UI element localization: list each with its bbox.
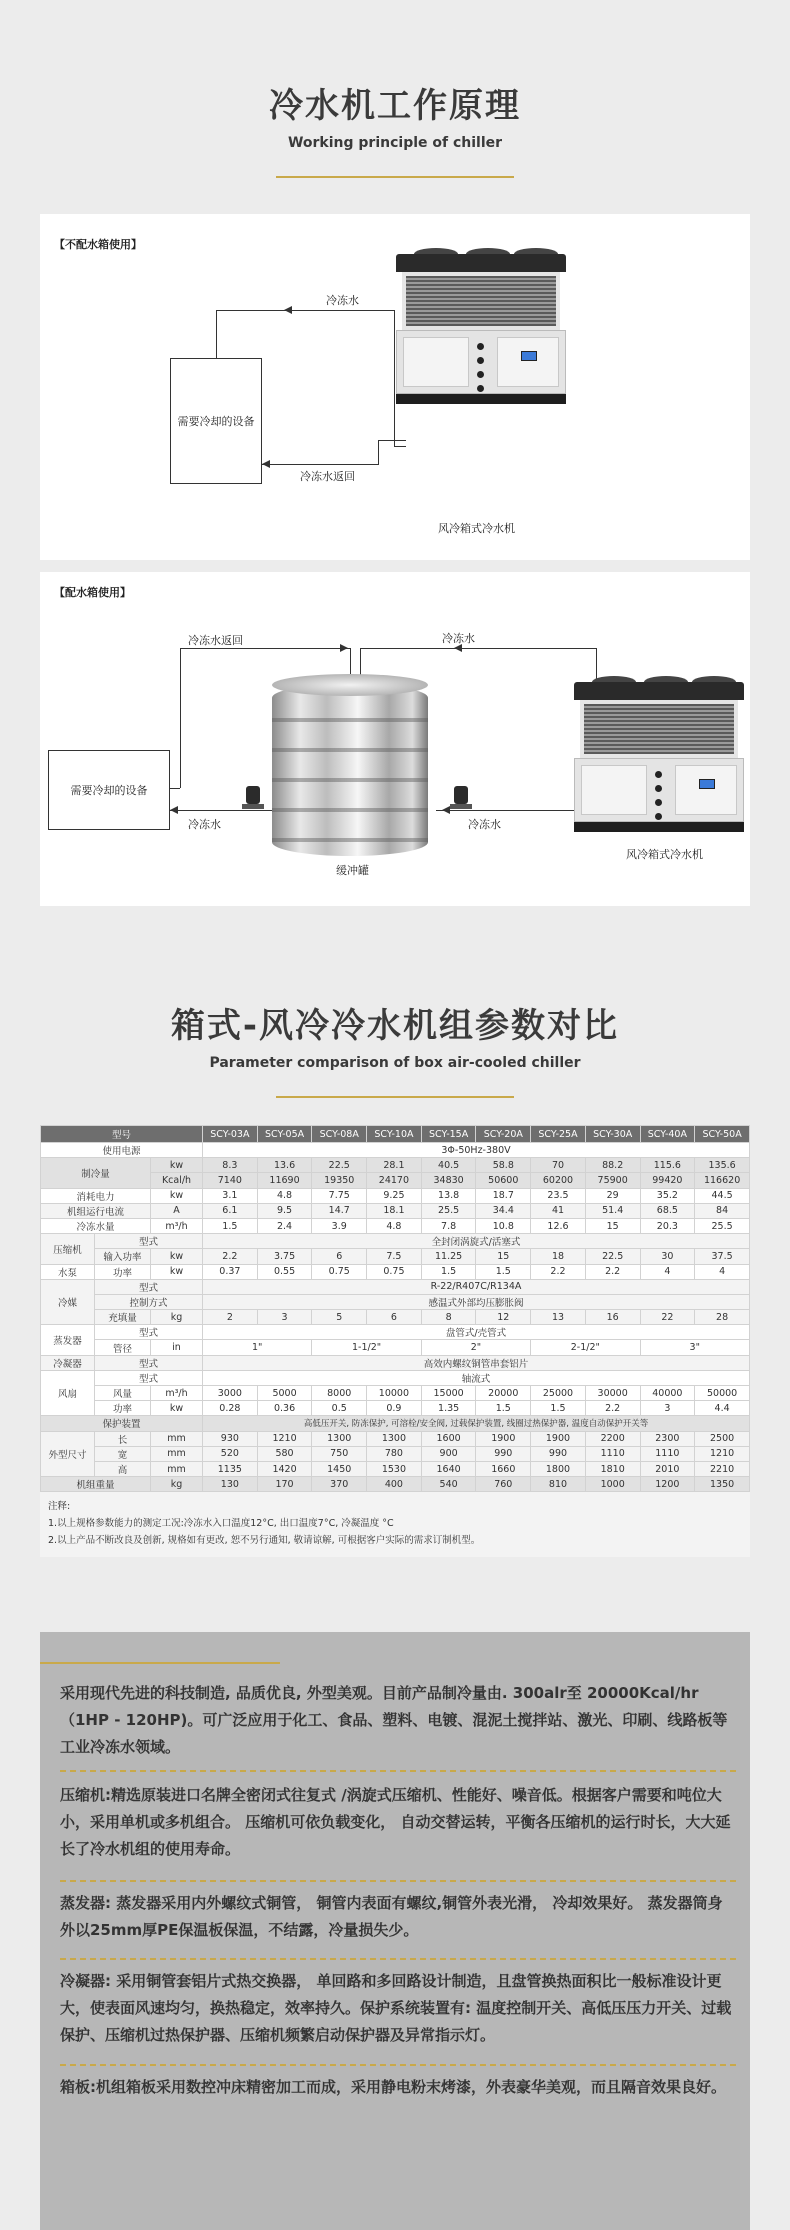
- value-cell: 25000: [531, 1386, 586, 1401]
- value-cell: 1110: [640, 1446, 695, 1461]
- value-cell: 2200: [585, 1431, 640, 1446]
- table-row: [41, 1234, 750, 1249]
- value-cell: 6: [367, 1310, 422, 1325]
- description-divider: [40, 1662, 280, 1664]
- span-value: R-22/R407C/R134A: [203, 1279, 750, 1294]
- table-row: [41, 1143, 750, 1158]
- value-cell: 29: [585, 1188, 640, 1203]
- value-cell: 2.2: [203, 1249, 258, 1264]
- value-cell: 22.5: [312, 1158, 367, 1173]
- value-cell: 170: [257, 1477, 312, 1492]
- diagram1-card: [40, 214, 750, 560]
- value-cell: 370: [312, 1477, 367, 1492]
- value-cell: 13.6: [257, 1158, 312, 1173]
- unit-cell: mm: [151, 1446, 203, 1461]
- value-cell: 130: [203, 1477, 258, 1492]
- value-cell: 2010: [640, 1461, 695, 1476]
- separator: [60, 1880, 736, 1882]
- value-cell: 88.2: [585, 1158, 640, 1173]
- value-cell: 1.5: [531, 1401, 586, 1416]
- sub-label: 风量: [95, 1386, 151, 1401]
- diagram2-supply-top-label: 冷冻水: [442, 632, 475, 645]
- description-evaporator: 蒸发器: 蒸发器采用内外螺纹式铜管， 铜管内表面有螺纹,铜管外表光滑， 冷却效果好。 蒸发器筒身外以25mm厚PE保温板保温，不结露，冷量损失少。: [60, 1894, 723, 1939]
- value-cell: 1000: [585, 1477, 640, 1492]
- span-value: 高低压开关, 防冻保护, 可溶栓/安全阀, 过载保护装置, 线圈过热保护器, 温度自动保护开关等: [203, 1416, 750, 1431]
- value-cell: 930: [203, 1431, 258, 1446]
- value-cell: 3": [640, 1340, 749, 1355]
- separator: [60, 1958, 736, 1960]
- notes-line-1: 1.以上规格参数能力的测定工况:冷冻水入口温度12°C, 出口温度7°C, 冷凝温度 °C: [48, 1518, 394, 1530]
- sub-label: 功率: [95, 1401, 151, 1416]
- model-cell: SCY-15A: [421, 1126, 476, 1143]
- value-cell: 580: [257, 1446, 312, 1461]
- value-cell: 58.8: [476, 1158, 531, 1173]
- d2-arrow-supply-right: [442, 806, 450, 814]
- table-row: [41, 1386, 750, 1401]
- table-row: [41, 1446, 750, 1461]
- value-cell: 1350: [695, 1477, 750, 1492]
- diagram1-device-label: 需要冷却的设备: [177, 415, 255, 428]
- diagram2-tank-label: 缓冲罐: [336, 864, 369, 877]
- value-cell: 12: [476, 1310, 531, 1325]
- value-cell: 25.5: [421, 1203, 476, 1218]
- row-label: 保护装置: [41, 1416, 203, 1431]
- model-cell: SCY-25A: [531, 1126, 586, 1143]
- value-cell: 99420: [640, 1173, 695, 1188]
- section1-divider: [276, 176, 514, 178]
- row-label: 水泵: [41, 1264, 95, 1279]
- value-cell: 60200: [531, 1173, 586, 1188]
- sub-label: 高: [95, 1461, 151, 1476]
- table-row: [41, 1431, 750, 1446]
- diagram2-device-box: [48, 750, 170, 830]
- value-cell: 0.9: [367, 1401, 422, 1416]
- model-cell: SCY-08A: [312, 1126, 367, 1143]
- table-notes: [40, 1492, 750, 1557]
- table-row: [41, 1294, 750, 1309]
- value-cell: 1110: [585, 1446, 640, 1461]
- value-cell: 990: [476, 1446, 531, 1461]
- value-cell: 10.8: [476, 1218, 531, 1233]
- d2-line-a: [180, 648, 181, 788]
- table-row: [41, 1203, 750, 1218]
- sub-label: 型式: [95, 1355, 203, 1370]
- value-cell: 2.2: [531, 1264, 586, 1279]
- value-cell: 28.1: [367, 1158, 422, 1173]
- row-label: 外型尺寸: [41, 1431, 95, 1477]
- table-row: [41, 1218, 750, 1233]
- d1-line-c: [394, 310, 395, 446]
- parameter-table: [40, 1125, 750, 1492]
- diagram2-supply-right-label: 冷冻水: [468, 818, 501, 831]
- value-cell: 0.75: [312, 1264, 367, 1279]
- value-cell: 0.75: [367, 1264, 422, 1279]
- value-cell: 40.5: [421, 1158, 476, 1173]
- value-cell: 2": [421, 1340, 530, 1355]
- value-cell: 540: [421, 1477, 476, 1492]
- value-cell: 115.6: [640, 1158, 695, 1173]
- value-cell: 1-1/2": [312, 1340, 421, 1355]
- description-condenser: 冷凝器: 采用铜管套铝片式热交换器， 单回路和多回路设计制造，且盘管换热面积比一般标准设计更大，使表面风速均匀，换热稳定，效率持久。保护系统装置有: 温度控制开关、高低压压力开关、过载保护、压缩机过热保护器、压缩机频繁启动保护器及异常指示灯。: [60, 1972, 732, 2044]
- d2-arrow-return: [340, 644, 348, 652]
- value-cell: 2300: [640, 1431, 695, 1446]
- value-cell: 1640: [421, 1461, 476, 1476]
- d2-arrow-supply-left: [170, 806, 178, 814]
- value-cell: 1.5: [421, 1264, 476, 1279]
- model-cell: SCY-10A: [367, 1126, 422, 1143]
- value-cell: 7.5: [367, 1249, 422, 1264]
- row-label: 制冷量: [41, 1158, 151, 1188]
- row-label: 冷凝器: [41, 1355, 95, 1370]
- header-label: 型号: [41, 1126, 203, 1143]
- value-cell: 84: [695, 1203, 750, 1218]
- value-cell: 4: [640, 1264, 695, 1279]
- value-cell: 22: [640, 1310, 695, 1325]
- value-cell: 16: [585, 1310, 640, 1325]
- value-cell: 34830: [421, 1173, 476, 1188]
- value-cell: 30: [640, 1249, 695, 1264]
- sub-label: 充填量: [95, 1310, 151, 1325]
- span-value: 轴流式: [203, 1370, 750, 1385]
- sub-label: 型式: [95, 1279, 203, 1294]
- value-cell: 9.5: [257, 1203, 312, 1218]
- unit-cell: mm: [151, 1431, 203, 1446]
- sub-label: 管径: [95, 1340, 151, 1355]
- value-cell: 15000: [421, 1386, 476, 1401]
- value-cell: 116620: [695, 1173, 750, 1188]
- value-cell: 8: [421, 1310, 476, 1325]
- value-cell: 7.8: [421, 1218, 476, 1233]
- unit-cell: Kcal/h: [151, 1173, 203, 1188]
- unit-cell: mm: [151, 1461, 203, 1476]
- diagram2-card: [40, 572, 750, 906]
- value-cell: 18: [531, 1249, 586, 1264]
- row-label: 风扇: [41, 1370, 95, 1416]
- value-cell: 7.75: [312, 1188, 367, 1203]
- value-cell: 6.1: [203, 1203, 258, 1218]
- value-cell: 10000: [367, 1386, 422, 1401]
- value-cell: 18.7: [476, 1188, 531, 1203]
- value-cell: 1420: [257, 1461, 312, 1476]
- unit-cell: kg: [151, 1310, 203, 1325]
- value-cell: 20.3: [640, 1218, 695, 1233]
- value-cell: 2500: [695, 1431, 750, 1446]
- value-cell: 760: [476, 1477, 531, 1492]
- table-row: [41, 1355, 750, 1370]
- value-cell: 0.55: [257, 1264, 312, 1279]
- sub-label: 宽: [95, 1446, 151, 1461]
- value-cell: 13.8: [421, 1188, 476, 1203]
- table-header-row: [41, 1126, 750, 1143]
- value-cell: 7140: [203, 1173, 258, 1188]
- section1-title: 冷水机工作原理: [269, 86, 521, 126]
- table-row: [41, 1158, 750, 1173]
- sub-label: 功率: [95, 1264, 151, 1279]
- value-cell: 1.5: [203, 1218, 258, 1233]
- d2-line-e: [360, 648, 596, 649]
- row-label: 压缩机: [41, 1234, 95, 1264]
- value-cell: 35.2: [640, 1188, 695, 1203]
- value-cell: 1210: [257, 1431, 312, 1446]
- value-cell: 13: [531, 1310, 586, 1325]
- separator: [60, 1770, 736, 1772]
- unit-cell: kw: [151, 1158, 203, 1173]
- sub-label: 型式: [95, 1325, 203, 1340]
- value-cell: 3: [257, 1310, 312, 1325]
- diagram2-chiller-image: [574, 682, 744, 832]
- value-cell: 1.5: [476, 1264, 531, 1279]
- span-value: 全封闭涡旋式/活塞式: [203, 1234, 750, 1249]
- value-cell: 51.4: [585, 1203, 640, 1218]
- value-cell: 2210: [695, 1461, 750, 1476]
- table-row: [41, 1461, 750, 1476]
- sub-label: 长: [95, 1431, 151, 1446]
- value-cell: 1.35: [421, 1401, 476, 1416]
- model-cell: SCY-05A: [257, 1126, 312, 1143]
- unit-cell: kw: [151, 1188, 203, 1203]
- value-cell: 4.4: [695, 1401, 750, 1416]
- value-cell: 22.5: [585, 1249, 640, 1264]
- unit-cell: in: [151, 1340, 203, 1355]
- table-row: [41, 1264, 750, 1279]
- diagram1-return-label: 冷冻水返回: [300, 470, 355, 483]
- unit-cell: m³/h: [151, 1218, 203, 1233]
- value-cell: 3000: [203, 1386, 258, 1401]
- value-cell: 1600: [421, 1431, 476, 1446]
- value-cell: 1210: [695, 1446, 750, 1461]
- d1-line-d: [394, 446, 406, 447]
- table-row: [41, 1279, 750, 1294]
- table-row: [41, 1188, 750, 1203]
- diagram2-label: 【配水箱使用】: [54, 586, 131, 599]
- value-cell: 1": [203, 1340, 312, 1355]
- value-cell: 37.5: [695, 1249, 750, 1264]
- value-cell: 0.5: [312, 1401, 367, 1416]
- value-cell: 75900: [585, 1173, 640, 1188]
- d1-line-b: [216, 310, 394, 311]
- sub-label: 输入功率: [95, 1249, 151, 1264]
- value-cell: 1810: [585, 1461, 640, 1476]
- value-cell: 11.25: [421, 1249, 476, 1264]
- value-cell: 23.5: [531, 1188, 586, 1203]
- description-cabinet: 箱板:机组箱板采用数控冲床精密加工而成，采用静电粉末烤漆，外表豪华美观，而且隔音效果良好。: [60, 2078, 727, 2096]
- value-cell: 11690: [257, 1173, 312, 1188]
- value-cell: 2.2: [585, 1401, 640, 1416]
- table-row: [41, 1401, 750, 1416]
- value-cell: 50000: [695, 1386, 750, 1401]
- diagram1-chiller-image: [396, 254, 566, 404]
- d1-line-e: [262, 464, 378, 465]
- d2-line-a2: [170, 788, 180, 789]
- value-cell: 2.4: [257, 1218, 312, 1233]
- sub-label: 控制方式: [95, 1294, 203, 1309]
- sub-label: 型式: [95, 1234, 203, 1249]
- value-cell: 12.6: [531, 1218, 586, 1233]
- row-label: 机组运行电流: [41, 1203, 151, 1218]
- unit-cell: kw: [151, 1249, 203, 1264]
- value-cell: 1450: [312, 1461, 367, 1476]
- d1-line-f: [378, 440, 379, 465]
- value-cell: 0.36: [257, 1401, 312, 1416]
- d2-line-b: [180, 648, 350, 649]
- span-value: 感温式外部均压膨胀阀: [203, 1294, 750, 1309]
- value-cell: 30000: [585, 1386, 640, 1401]
- value-cell: 2: [203, 1310, 258, 1325]
- row-label: 蒸发器: [41, 1325, 95, 1355]
- value-cell: 3.75: [257, 1249, 312, 1264]
- value-cell: 2.2: [585, 1264, 640, 1279]
- value-cell: 8.3: [203, 1158, 258, 1173]
- row-label: 消耗电力: [41, 1188, 151, 1203]
- section2-divider: [276, 1096, 514, 1098]
- value-cell: 40000: [640, 1386, 695, 1401]
- span-value: 3Φ-50Hz-380V: [203, 1143, 750, 1158]
- value-cell: 9.25: [367, 1188, 422, 1203]
- value-cell: 8000: [312, 1386, 367, 1401]
- notes-line-2: 2.以上产品不断改良及创新, 规格如有更改, 恕不另行通知, 敬请谅解, 可根据客户实际的需求订制机型。: [48, 1535, 481, 1547]
- d1-line-a: [216, 310, 217, 358]
- d1-line-g: [378, 440, 406, 441]
- unit-cell: kw: [151, 1264, 203, 1279]
- value-cell: 1800: [531, 1461, 586, 1476]
- parameter-table-wrap: [40, 1125, 750, 1557]
- diagram2-chiller-label: 风冷箱式冷水机: [626, 848, 703, 861]
- row-label: 机组重量: [41, 1477, 151, 1492]
- diagram2-supply-left-label: 冷冻水: [188, 818, 221, 831]
- value-cell: 5: [312, 1310, 367, 1325]
- unit-cell: m³/h: [151, 1386, 203, 1401]
- value-cell: 15: [476, 1249, 531, 1264]
- diagram1-device-box: [170, 358, 262, 484]
- description-compressor: 压缩机:精选原装进口名牌全密闭式往复式 /涡旋式压缩机、性能好、噪音低。根据客户需要和吨位大小，采用单机或多机组合。 压缩机可依负载变化， 自动交替运转，平衡各压缩机的运行时长，大大延长了冷水机组的使用寿命。: [60, 1786, 731, 1858]
- model-cell: SCY-20A: [476, 1126, 531, 1143]
- value-cell: 70: [531, 1158, 586, 1173]
- value-cell: 3: [640, 1401, 695, 1416]
- value-cell: 2-1/2": [531, 1340, 640, 1355]
- value-cell: 44.5: [695, 1188, 750, 1203]
- model-cell: SCY-30A: [585, 1126, 640, 1143]
- span-value: 高效内螺纹铜管串套铝片: [203, 1355, 750, 1370]
- value-cell: 68.5: [640, 1203, 695, 1218]
- value-cell: 810: [531, 1477, 586, 1492]
- value-cell: 18.1: [367, 1203, 422, 1218]
- value-cell: 28: [695, 1310, 750, 1325]
- value-cell: 400: [367, 1477, 422, 1492]
- diagram1-label: 【不配水箱使用】: [54, 238, 142, 251]
- value-cell: 900: [421, 1446, 476, 1461]
- value-cell: 1530: [367, 1461, 422, 1476]
- value-cell: 4.8: [367, 1218, 422, 1233]
- value-cell: 19350: [312, 1173, 367, 1188]
- section1-header: [0, 78, 790, 151]
- section1-subtitle: Working principle of chiller: [287, 135, 503, 151]
- value-cell: 1200: [640, 1477, 695, 1492]
- section2-header: [0, 998, 790, 1071]
- table-row: [41, 1340, 750, 1355]
- value-cell: 24170: [367, 1173, 422, 1188]
- span-value: 盘管式/壳管式: [203, 1325, 750, 1340]
- unit-cell: kg: [151, 1477, 203, 1492]
- value-cell: 520: [203, 1446, 258, 1461]
- value-cell: 20000: [476, 1386, 531, 1401]
- value-cell: 25.5: [695, 1218, 750, 1233]
- section2-subtitle: Parameter comparison of box air-cooled chiller: [209, 1055, 581, 1071]
- unit-cell: kw: [151, 1401, 203, 1416]
- diagram2-return-label: 冷冻水返回: [188, 634, 243, 647]
- table-row: [41, 1249, 750, 1264]
- value-cell: 1660: [476, 1461, 531, 1476]
- value-cell: 1300: [312, 1431, 367, 1446]
- table-row: [41, 1325, 750, 1340]
- description-intro: 采用现代先进的科技制造, 品质优良, 外型美观。目前产品制冷量由. 300alr至 20000Kcal/hr（1HP - 120HP)。可广泛应用于化工、食品、塑料、电镀、混泥土搅拌站、激光、印刷、线路板等工业冷冻水领域。: [60, 1684, 728, 1756]
- value-cell: 780: [367, 1446, 422, 1461]
- diagram2-tank-image: [272, 684, 428, 856]
- value-cell: 34.4: [476, 1203, 531, 1218]
- notes-title: 注释:: [48, 1501, 71, 1513]
- value-cell: 1135: [203, 1461, 258, 1476]
- value-cell: 15: [585, 1218, 640, 1233]
- sub-label: 型式: [95, 1370, 203, 1385]
- diagram2-device-label: 需要冷却的设备: [70, 784, 148, 797]
- table-row: [41, 1416, 750, 1431]
- value-cell: 50600: [476, 1173, 531, 1188]
- value-cell: 3.9: [312, 1218, 367, 1233]
- unit-cell: A: [151, 1203, 203, 1218]
- value-cell: 750: [312, 1446, 367, 1461]
- row-label: 冷冻水量: [41, 1218, 151, 1233]
- d1-arrow-supply: [284, 306, 292, 314]
- value-cell: 4: [695, 1264, 750, 1279]
- row-label: 使用电源: [41, 1143, 203, 1158]
- value-cell: 41: [531, 1203, 586, 1218]
- value-cell: 0.28: [203, 1401, 258, 1416]
- diagram1-supply-label: 冷冻水: [326, 294, 359, 307]
- value-cell: 4.8: [257, 1188, 312, 1203]
- value-cell: 0.37: [203, 1264, 258, 1279]
- d1-arrow-return: [262, 460, 270, 468]
- model-cell: SCY-50A: [695, 1126, 750, 1143]
- section2-title: 箱式-风冷冷水机组参数对比: [170, 1006, 620, 1046]
- diagram1-chiller-label: 风冷箱式冷水机: [438, 522, 515, 535]
- table-row: [41, 1310, 750, 1325]
- row-label: 冷媒: [41, 1279, 95, 1325]
- value-cell: 3.1: [203, 1188, 258, 1203]
- value-cell: 14.7: [312, 1203, 367, 1218]
- value-cell: 1300: [367, 1431, 422, 1446]
- value-cell: 1900: [476, 1431, 531, 1446]
- value-cell: 5000: [257, 1386, 312, 1401]
- model-cell: SCY-03A: [203, 1126, 258, 1143]
- table-row: [41, 1477, 750, 1492]
- value-cell: 1900: [531, 1431, 586, 1446]
- value-cell: 1.5: [476, 1401, 531, 1416]
- table-row: [41, 1370, 750, 1385]
- value-cell: 135.6: [695, 1158, 750, 1173]
- value-cell: 990: [531, 1446, 586, 1461]
- model-cell: SCY-40A: [640, 1126, 695, 1143]
- separator: [60, 2064, 736, 2066]
- value-cell: 6: [312, 1249, 367, 1264]
